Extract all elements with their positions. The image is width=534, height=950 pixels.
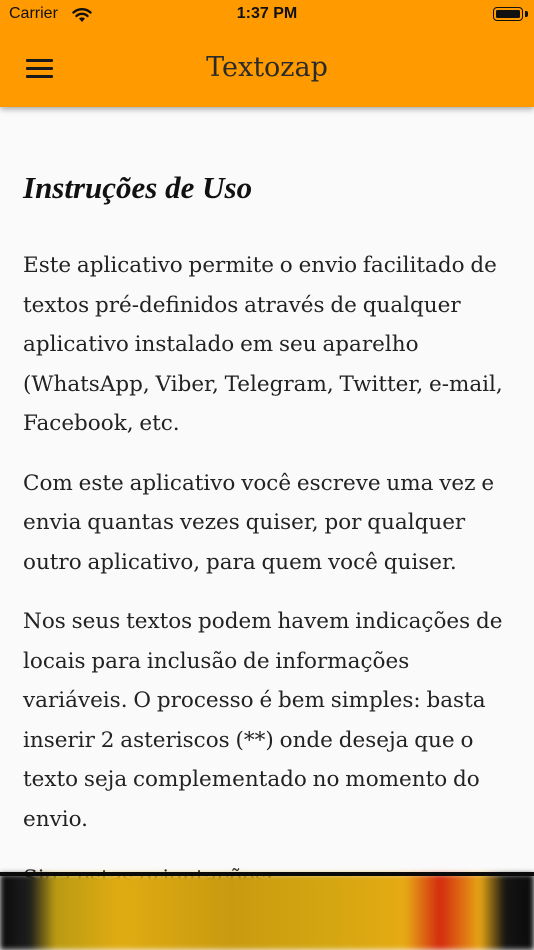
paragraph-variables: Nos seus textos podem havem indicações de locais para inclusão de informações variáveis. O processo é bem simples: basta inserir 2 asteriscos (**) onde deseja que o texto seja complementado no momento do envio.	[23, 609, 503, 832]
instructions-content	[23, 160, 518, 919]
battery-tip	[525, 11, 528, 17]
paragraph-intro: Este aplicativo permite o envio facilitado de textos pré-definidos através de qualquer aplicativo instalado em seu aparelho (WhatsApp, Viber, Telegram, Twitter, e-mail, Facebook, etc.	[23, 253, 503, 436]
battery-icon	[493, 7, 523, 21]
top-app-bar	[0, 0, 534, 107]
paragraph-usage: Com este aplicativo você escreve uma vez e envia quantas vezes quiser, por qualquer outro aplicativo, para quem você quiser.	[23, 470, 495, 575]
app-title: Textozap	[206, 52, 328, 83]
battery-level	[496, 10, 520, 18]
carrier-label: Carrier	[9, 5, 58, 22]
status-bar	[0, 0, 534, 30]
status-time: 1:37 PM	[236, 5, 298, 22]
ad-banner[interactable]	[0, 874, 534, 950]
ad-banner-border	[0, 872, 534, 876]
page-title: Instruções de Uso	[23, 170, 253, 205]
